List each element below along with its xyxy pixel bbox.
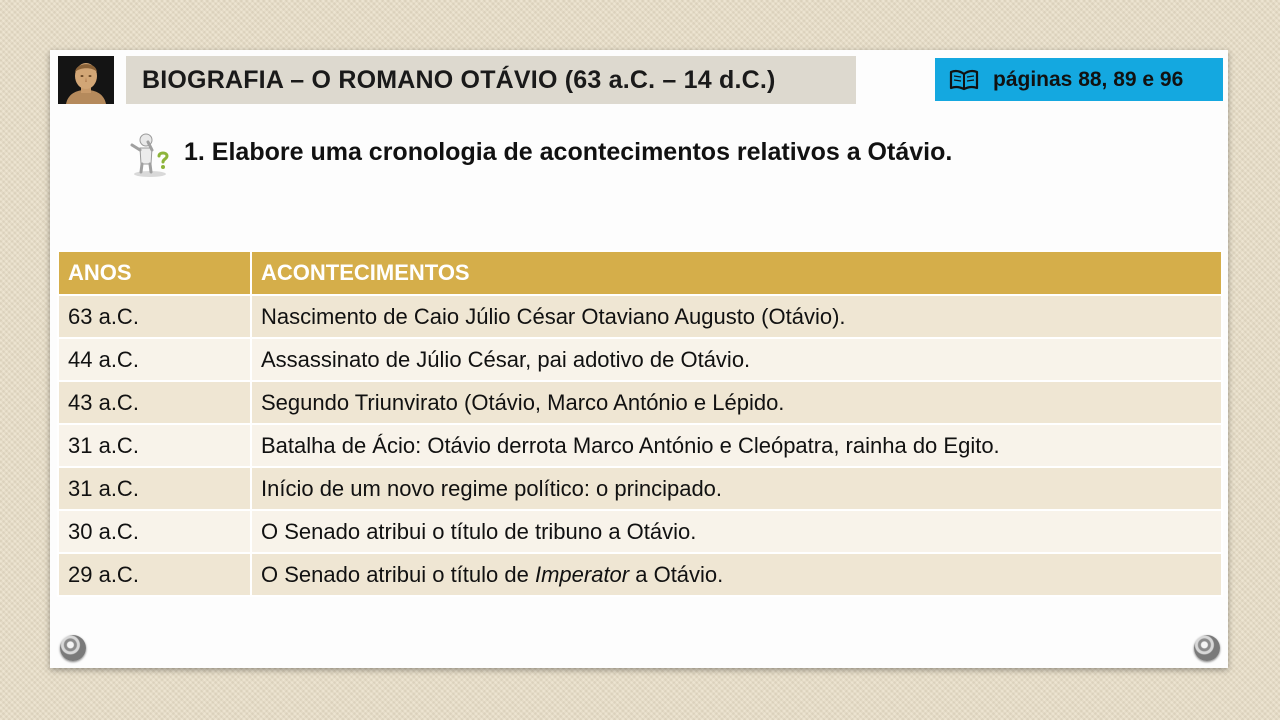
year-cell: 29 a.C. [58, 553, 251, 596]
pin-icon [60, 635, 86, 661]
pin-icon [1194, 635, 1220, 661]
table-header-row [58, 251, 1222, 295]
event-cell: Batalha de Ácio: Otávio derrota Marco António e Cleópatra, rainha do Egito. [251, 424, 1222, 467]
table-row [58, 381, 1222, 424]
event-cell [251, 553, 1222, 596]
slide [50, 50, 1228, 668]
augustus-bust-image [58, 56, 114, 104]
year-cell: 31 a.C. [58, 424, 251, 467]
title-box [126, 56, 856, 104]
header-years: ANOS [58, 251, 251, 295]
question-text: 1. Elabore uma cronologia de acontecimentos relativos a Otávio. [184, 138, 953, 166]
year-cell: 44 a.C. [58, 338, 251, 381]
table-row [58, 510, 1222, 553]
event-text-italic: Imperator [534, 561, 630, 587]
table-row [58, 295, 1222, 338]
year-cell: 63 a.C. [58, 295, 251, 338]
pages-label: páginas 88, 89 e 96 [993, 67, 1184, 91]
year-cell: 43 a.C. [58, 381, 251, 424]
event-cell: Nascimento de Caio Júlio César Otaviano Augusto (Otávio). [251, 295, 1222, 338]
chronology-table [57, 250, 1223, 597]
table-row [58, 424, 1222, 467]
event-cell: O Senado atribui o título de tribuno a Otávio. [251, 510, 1222, 553]
pages-reference-badge [935, 58, 1223, 101]
table-row [58, 553, 1222, 596]
event-cell: Início de um novo regime político: o principado. [251, 467, 1222, 510]
thinking-figure-question-icon [126, 128, 174, 178]
page-title: BIOGRAFIA – O ROMANO OTÁVIO (63 a.C. – 14 d.C.) [142, 65, 776, 94]
open-book-icon [949, 69, 979, 91]
table-row [58, 338, 1222, 381]
year-cell: 30 a.C. [58, 510, 251, 553]
event-text-prefix: O Senado atribui o título de [261, 561, 535, 587]
table-row [58, 467, 1222, 510]
event-cell: Segundo Triunvirato (Otávio, Marco António e Lépido. [251, 381, 1222, 424]
event-cell: Assassinato de Júlio César, pai adotivo de Otávio. [251, 338, 1222, 381]
event-text-suffix: a Otávio. [629, 561, 724, 587]
year-cell: 31 a.C. [58, 467, 251, 510]
header-events: ACONTECIMENTOS [251, 251, 1222, 295]
